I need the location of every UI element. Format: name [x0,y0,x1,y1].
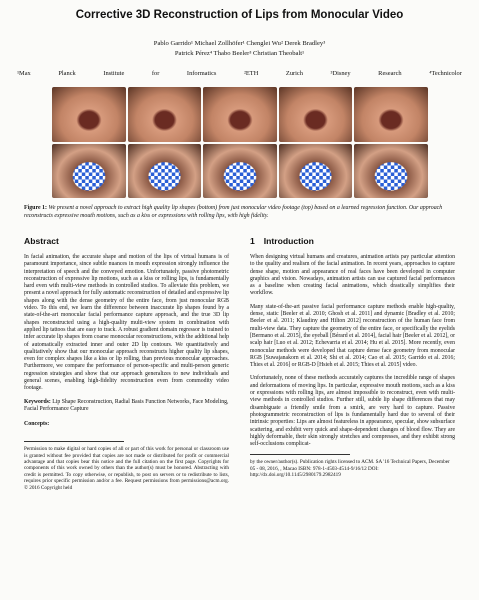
teaser-figure [52,87,428,198]
caption-text: We present a novel approach to extract high quality lip shapes (bottom) from just monocular video footage (top) based on a learned regression function. Our approach reconstructs expressive mouth motions, such as a kiss or expressions with rolling lips, with high fidelity. [24,205,443,219]
figure-column [52,87,126,198]
lip-mesh-reconstruction [52,144,126,199]
authors-line-2: Patrick Pérez⁴ Thabo Beeler³ Christian Theobalt¹ [174,50,305,57]
abstract-body: In facial animation, the accurate shape and motion of the lips of virtual humans is of paramount importance, since subtle nuances in mouth expression strongly influence the interpretation of speech and the conveyed emotion. Unfortunately, passive photometric reconstruction of expressive lip motions, such as a kiss or rolling lips, is fundamentally hard even with multi-view methods in controlled studios. To alleviate this problem, we present a novel approach for fully automatic reconstruction of detailed and expressive lip shapes along with the dense geometry of the entire face, from just monocular RGB video. To this end, we learn the difference between inaccurate lip shapes found by a state-of-the-art monocular facial performance capture approach, and the true 3D lip shapes reconstructed using a high-quality multi-view system in combination with applied lip tattoos that are easy to track. A robust gradient domain regressor is trained to infer accurate lip shapes from coarse monocular reconstructions, with the additional help of automatically extracted inner and outer 2D lip contours. We quantitatively and qualitatively show that our monocular approach reconstructs higher quality lip shapes, even for complex shapes like a kiss or lip rolling, than previous monocular approaches. Furthermore, we compare the performance of person-specific and multi-person generic regression strategies and show that our approach generalizes to new individuals and general scenes, enabling high-fidelity reconstruction even from commodity video footage. [24,254,230,392]
lip-mesh-reconstruction [279,144,353,199]
permission-notice: Permission to make digital or hard copies of all or part of this work for personal or classroom use is granted without fee provided that copies are not made or distributed for profit or commercial advantage and that copies bear this notice and the full citation on the first page. Copyrights for components of this work owned by others than the author(s) must be honored. Abstracting with credit is permitted. To copy otherwise, or republish, to post on servers or to redistribute to lists, requires prior specific permission and/or a fee. Request permissions from permissions@acm.org. © 2016 Copyright held [24,446,229,491]
figure-column [354,87,428,198]
figure-column [128,87,202,198]
intro-paragraph-2: Many state-of-the-art passive facial performance capture methods enable high-quality, dense, static [Beeler et al. 2010; Ghosh et al. 2011] and dynamic [Bradley et al. 2010; Beeler et al. 2011; Klaudiny and Hilton 2012] reconstruction of the human face from multi-view data. They capture the geometry of the entire face, or specifically the eyelids [Bermano et al. 2015], the eyeball [Bérard et al. 2014], facial hair [Beeler et al. 2012], or scalp hair [Luo et al. 2012; Echevarria et al. 2014; Hu et al. 2015]. More recently, even monocular methods were developed that capture dense face geometry from monocular RGB [Suwajanakorn et al. 2014; Shi et al. 2014; Cao et al. 2015; Garrido et al. 2016; Thies et al. 2016] or RGB-D [Hsieh et al. 2015; Thies et al. 2015] video. [250,303,455,369]
lip-mesh-reconstruction [203,144,277,199]
section-number: 1 [250,236,255,246]
face-photo [279,87,353,142]
intro-paragraph-1: When designing virtual humans and creatures, animation artists pay particular attention to the quality and realism of the facial animation. In recent years, approaches to capture dense shape, motion and appearance of real faces have been developed in computer graphics and vision. Nowadays, animation artists can use captured facial performances as a baseline when creating facial animations, which drastically simplifies their workflow. [250,254,455,297]
keywords-text: Lip Shape Reconstruction, Radial Basis Function Networks, Face Modeling, Facial Performance Capture [24,398,229,412]
paper-title: Corrective 3D Reconstruction of Lips from Monocular Video [75,9,404,21]
publication-footer: by the owner/author(s). Publication rights licensed to ACM. SA '16 Technical Papers, December 05 - 08, 2016, , Macao ISBN: 978-1-4503-4514-9/16/12 DOI: http://dx.doi.org/10.1145/2980179.2982419 [250,459,450,479]
concepts-label: Concepts: [24,421,50,428]
section-title: Introduction [263,236,314,246]
keywords-label: Keywords: [24,398,51,405]
figure-caption [24,205,454,220]
face-photo [203,87,277,142]
face-photo [52,87,126,142]
right-column [250,236,455,479]
left-column [24,236,229,491]
lip-mesh-reconstruction [354,144,428,199]
caption-label: Figure 1: [24,205,47,211]
footnote-rule [24,441,124,442]
affiliations: ¹Max Planck Institute for Informatics ²ETH Zurich ³Disney Research ⁴Technicolor [17,70,462,77]
face-photo [128,87,202,142]
introduction-heading [250,236,455,246]
figure-column [203,87,277,198]
abstract-heading: Abstract [24,236,59,246]
intro-paragraph-3: Unfortunately, none of these methods accurately captures the incredible range of shapes and deformations of moving lips. In particular, expressive mouth motions, such as a kiss or expressions with rolling lips, are almost impossible to reconstruct, even with multi-view methods in controlled studios. Further still, subtle lip shape differences that may disambiguate a friendly smile from a smirk, are very hard to capture. Passive photogrammetric reconstruction of lips is fundamentally hard due to several of their intrinsic properties: Lips are almost featureless in appearance, specular, show subsurface scattering, and exhibit very quick and shape-dependent changes of blood flow. They are highly deformable, their skin strongly stretches and compresses, and they exhibit strong self-occlusions complicat- [250,375,455,448]
lip-mesh-reconstruction [128,144,202,199]
footer-rule [250,454,350,455]
authors-line-1: Pablo Garrido¹ Michael Zollhöfer¹ Chenglei Wu² Derek Bradley³ [153,40,326,47]
face-photo [354,87,428,142]
keywords [24,399,229,414]
figure-column [279,87,353,198]
